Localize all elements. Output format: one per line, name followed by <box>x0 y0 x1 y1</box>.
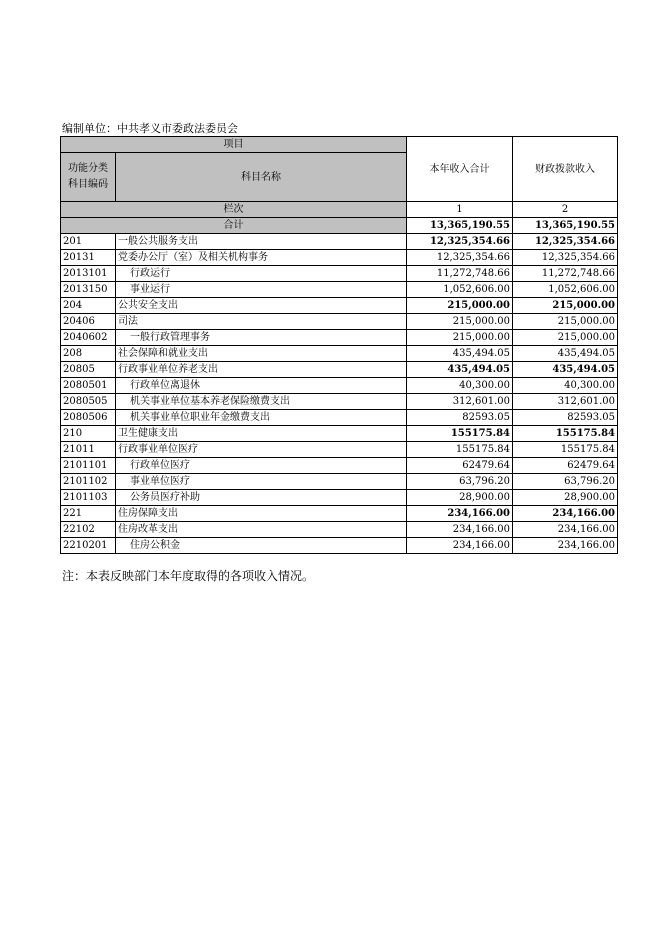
income-total-value: 435,494.05 <box>407 346 513 362</box>
table-row <box>61 426 618 442</box>
income-total-value: 215,000.00 <box>407 298 513 314</box>
income-total-value: 12,325,354.66 <box>407 250 513 266</box>
total-value-2: 13,365,190.55 <box>513 218 618 234</box>
project-header: 项目 <box>61 137 407 153</box>
income-total-value: 63,796.20 <box>407 474 513 490</box>
table-row <box>61 410 618 426</box>
table-row <box>61 298 618 314</box>
fiscal-income-header: 财政拨款收入 <box>513 137 618 202</box>
subject-code: 204 <box>61 298 116 314</box>
subject-name: 住房改革支出 <box>116 522 407 538</box>
subject-code: 2013150 <box>61 282 116 298</box>
table-row <box>61 314 618 330</box>
subject-name: 公共安全支出 <box>116 298 407 314</box>
subject-name: 行政单位离退休 <box>116 378 407 394</box>
subject-code: 2101103 <box>61 490 116 506</box>
fiscal-income-value: 234,166.00 <box>513 538 618 554</box>
subject-code: 2080501 <box>61 378 116 394</box>
subject-name: 机关事业单位基本养老保险缴费支出 <box>116 394 407 410</box>
subject-code: 2013101 <box>61 266 116 282</box>
income-total-value: 1,052,606.00 <box>407 282 513 298</box>
fiscal-income-value: 155175.84 <box>513 426 618 442</box>
income-total-value: 215,000.00 <box>407 314 513 330</box>
reporting-unit-label: 编制单位：中共孝义市委政法委员会 <box>62 122 238 135</box>
table-row <box>61 490 618 506</box>
subject-code: 2040602 <box>61 330 116 346</box>
subject-name: 司法 <box>116 314 407 330</box>
fiscal-income-value: 234,166.00 <box>513 506 618 522</box>
table-row <box>61 458 618 474</box>
table-row <box>61 538 618 554</box>
func-code-header-line1: 功能分类 <box>68 163 108 174</box>
fiscal-income-value: 1,052,606.00 <box>513 282 618 298</box>
income-total-value: 435,494.05 <box>407 362 513 378</box>
subject-name: 行政事业单位医疗 <box>116 442 407 458</box>
income-total-value: 234,166.00 <box>407 538 513 554</box>
fiscal-income-value: 435,494.05 <box>513 362 618 378</box>
table-row <box>61 282 618 298</box>
subject-code: 210 <box>61 426 116 442</box>
subject-name: 事业单位医疗 <box>116 474 407 490</box>
table-row <box>61 522 618 538</box>
income-total-value: 28,900.00 <box>407 490 513 506</box>
subject-name: 一般公共服务支出 <box>116 234 407 250</box>
func-code-header-line2: 科目编码 <box>68 179 108 190</box>
func-code-header <box>61 153 116 202</box>
table-row <box>61 442 618 458</box>
subject-code: 208 <box>61 346 116 362</box>
income-total-value: 155175.84 <box>407 442 513 458</box>
fiscal-income-value: 82593.05 <box>513 410 618 426</box>
total-income-header: 本年收入合计 <box>407 137 513 202</box>
fiscal-income-value: 155175.84 <box>513 442 618 458</box>
table-row <box>61 506 618 522</box>
fiscal-income-value: 435,494.05 <box>513 346 618 362</box>
subject-name-header: 科目名称 <box>116 153 407 202</box>
table-row <box>61 234 618 250</box>
subject-name: 党委办公厅（室）及相关机构事务 <box>116 250 407 266</box>
table-row <box>61 474 618 490</box>
income-total-value: 82593.05 <box>407 410 513 426</box>
subject-code: 2080505 <box>61 394 116 410</box>
table-row <box>61 266 618 282</box>
subject-name: 行政事业单位养老支出 <box>116 362 407 378</box>
header-row-project <box>61 137 618 153</box>
total-value-1: 13,365,190.55 <box>407 218 513 234</box>
subject-code: 2101102 <box>61 474 116 490</box>
fiscal-income-value: 215,000.00 <box>513 314 618 330</box>
total-label: 合计 <box>61 218 407 234</box>
subject-name: 社会保障和就业支出 <box>116 346 407 362</box>
subject-name: 住房公积金 <box>116 538 407 554</box>
fiscal-income-value: 215,000.00 <box>513 298 618 314</box>
subject-name: 卫生健康支出 <box>116 426 407 442</box>
fiscal-income-value: 234,166.00 <box>513 522 618 538</box>
income-total-value: 12,325,354.66 <box>407 234 513 250</box>
subject-name: 住房保障支出 <box>116 506 407 522</box>
subject-name: 行政单位医疗 <box>116 458 407 474</box>
subject-name: 一般行政管理事务 <box>116 330 407 346</box>
total-row <box>61 218 618 234</box>
table-row <box>61 330 618 346</box>
income-total-value: 62479.64 <box>407 458 513 474</box>
subject-code: 20131 <box>61 250 116 266</box>
fiscal-income-value: 312,601.00 <box>513 394 618 410</box>
table-row <box>61 346 618 362</box>
subject-code: 2101101 <box>61 458 116 474</box>
subject-name: 公务员医疗补助 <box>116 490 407 506</box>
income-total-value: 40,300.00 <box>407 378 513 394</box>
fiscal-income-value: 215,000.00 <box>513 330 618 346</box>
subject-code: 201 <box>61 234 116 250</box>
fiscal-income-value: 12,325,354.66 <box>513 234 618 250</box>
table-row <box>61 250 618 266</box>
subject-code: 22102 <box>61 522 116 538</box>
income-total-value: 155175.84 <box>407 426 513 442</box>
fiscal-income-value: 40,300.00 <box>513 378 618 394</box>
subject-code: 2210201 <box>61 538 116 554</box>
income-total-value: 234,166.00 <box>407 522 513 538</box>
subject-code: 20406 <box>61 314 116 330</box>
row-index <box>61 202 618 218</box>
table-note: 注：本表反映部门本年度取得的各项收入情况。 <box>62 569 315 583</box>
income-total-value: 11,272,748.66 <box>407 266 513 282</box>
subject-name: 事业运行 <box>116 282 407 298</box>
table-row <box>61 362 618 378</box>
fiscal-income-value: 11,272,748.66 <box>513 266 618 282</box>
income-total-value: 215,000.00 <box>407 330 513 346</box>
row-index-1: 1 <box>407 202 513 218</box>
fiscal-income-value: 12,325,354.66 <box>513 250 618 266</box>
subject-code: 2080506 <box>61 410 116 426</box>
table-row <box>61 378 618 394</box>
income-total-value: 234,166.00 <box>407 506 513 522</box>
fiscal-income-value: 63,796.20 <box>513 474 618 490</box>
subject-code: 221 <box>61 506 116 522</box>
subject-code: 20805 <box>61 362 116 378</box>
subject-name: 行政运行 <box>116 266 407 282</box>
fiscal-income-value: 62479.64 <box>513 458 618 474</box>
income-total-value: 312,601.00 <box>407 394 513 410</box>
subject-name: 机关事业单位职业年金缴费支出 <box>116 410 407 426</box>
fiscal-income-value: 28,900.00 <box>513 490 618 506</box>
row-index-2: 2 <box>513 202 618 218</box>
subject-code: 21011 <box>61 442 116 458</box>
table-row <box>61 394 618 410</box>
row-index-label: 栏次 <box>61 202 407 218</box>
income-table <box>60 136 618 554</box>
